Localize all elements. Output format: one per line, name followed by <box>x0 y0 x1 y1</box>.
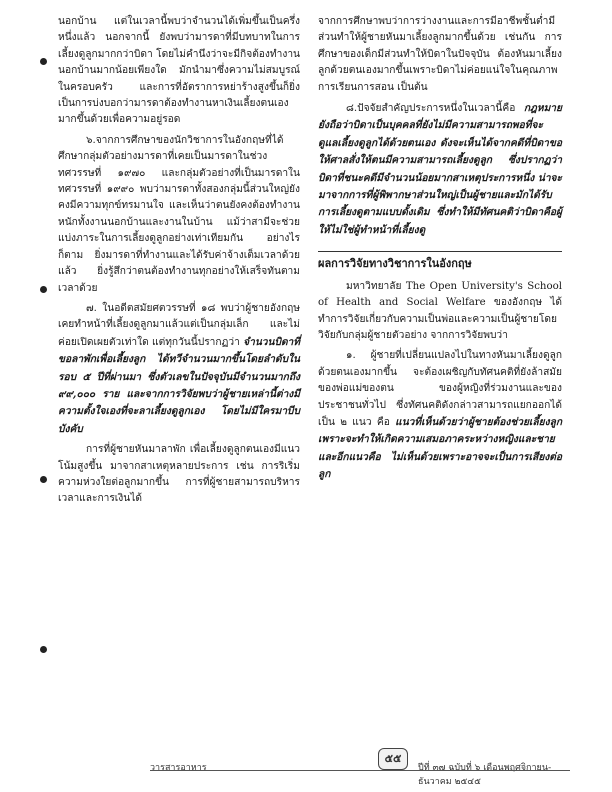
punch-hole-mark <box>40 476 47 483</box>
left-column <box>58 14 300 508</box>
page-footer <box>150 748 570 787</box>
magazine-name: วารสารอาหาร <box>150 763 207 773</box>
right-column <box>318 14 562 484</box>
paragraph <box>318 348 562 483</box>
paragraph: มหาวิทยาลัย The Open University's School of Health and Social Welfare ของอังกฤษ ได้ทำการวิจัยเกี่ยวกับความเป็นพ่อและความเป็นผู้ชายโดยวิจัยกับกลุ่มผู้ชายตัวอย่าง จากการวิจัยพบว่า <box>318 280 562 341</box>
emphasis-text: จำนวนบิดาที่ขอลาพักเพื่อเลี้ยงลูก ได้ทวีจำนวนมากขึ้นโดยลำดับในรอบ ๕ ปีที่ผ่านมา ซึ่งตัวเลขในปัจจุบันมีจำนวนมากถึง ๙๙,๐๐๐ ราย และจากการวิจัยพบว่าผู้ชายเหล่านี้ต่างมีความตั้งใจเองที่จะลาเลี้ยงดูลูกเอง โดยไม่มีใครมาบีบบังคับ <box>58 335 300 435</box>
paragraph-text: ๗. ในอดีตสมัยศตวรรษที่ ๑๘ พบว่าผู้ชายอังกฤษเคยทำหน้าที่เลี้ยงดูลูกมาแล้วแต่เป็นกลุ่มเล็ก และไม่ค่อยเปิดเผยตัวเท่าใด แต่ทุกวันนี้ปรากฏว่า <box>58 302 300 348</box>
punch-hole-mark <box>40 58 47 65</box>
page-number: ๕๕ <box>378 748 408 770</box>
punch-hole-mark <box>40 286 47 293</box>
paragraph <box>318 100 562 239</box>
paragraph: ๖.จากการศึกษาของนักวิชาการในอังกฤษที่ได้ศึกษากลุ่มตัวอย่างมารดาที่เคยเป็นมารดาในช่วงทศวรรษที่ ๑๙๗๐ และกลุ่มตัวอย่างที่เป็นมารดาในทศวรรษที่ ๑๙๙๐ พบว่ามารดาทั้งสองกลุ่มนี้ส่วนใหญ่ยังคงมีความทุกข์ทรมานใจ และเห็นว่าตนยังคงต้องทำงานหนักทั้งงานนอกบ้านและงานในบ้าน แม้ว่าสามีจะช่วยแบ่งภาระในการเลี้ยงดูลูกอย่างเท่าเทียมกัน อย่างไรก็ตาม ยิ่งมารดาที่ทำงานและได้รับค่าจ้างเต็มเวลาด้วยแล้ว ยิ่งรู้สึกว่าตนต้องทำงานทุกอย่างให้เสร็จทันตามเวลาด้วย <box>58 134 300 294</box>
emphasis-text: แนวที่เห็นด้วยว่าผู้ชายต้องช่วยเลี้ยงลูก เพราะจะทำให้เกิดความเสมอภาคระหว่างหญิงและชาย และอีกแนวคือ ไม่เห็นด้วยเพราะอาจจะเป็นการเสียงต่อลูก <box>318 415 562 481</box>
emphasis-text: กฎหมายยังถือว่าบิดาเป็นบุคคลที่ยังไม่มีความสามารถพอที่จะดูแลเลี้ยงดูลูกได้ด้วยตนเอง ดังจะเห็นได้จากคดีที่บิดาขอให้ศาลสั่งให้ตนมีความสามารถเลี้ยงดูลูก ซึ่งปรากฏว่าบิดาที่ชนะคดีมีจำนวนน้อยมากสาเหตุประการหนึ่ง น่าจะมาจากการที่ผู้พิพากษาส่วนใหญ่เป็นผู้ชายและมักได้รับการเลี้ยงดูตามแบบดั้งเดิม ซึ่งทำให้มีทัศนคติว่าบิดาคือผู้ให้ไม่ใช่ผู้ทำหน้าที่เลี้ยงดู <box>318 102 562 236</box>
section-heading: ผลการวิจัยทางวิชาการในอังกฤษ <box>318 251 562 272</box>
paragraph: การที่ผู้ชายหันมาลาพัก เพื่อเลี้ยงดูลูกตนเองมีแนวโน้มสูงขึ้น มาจากสาเหตุหลายประการ เช่น การริเริ่มความห่วงใยต่อลูกมากขึ้น การที่ผู้ชายสามารถบริหารเวลาและการเงินได้ <box>58 444 300 505</box>
paragraph-text: ๑. ผู้ชายที่เปลี่ยนแปลงไปในทางหันมาเลี้ยงดูลูกด้วยตนเองมากขึ้น จะต้องเผชิญกับทัศนคติที่ยังล้าสมัยของพ่อแม่ของตน ของผู้หญิงที่ร่วมงานและของประชาชนทั่วไป ซึ่งทัศนคติดังกล่าวสามารถแยกออกได้เป็น ๒ แนว คือ <box>318 350 562 428</box>
paragraph-text: ๘.ปัจจัยสำคัญประการหนึ่งในเวลานี้คือ <box>346 103 524 115</box>
punch-hole-mark <box>40 646 47 653</box>
footer-rule <box>150 770 570 771</box>
paragraph <box>58 301 300 438</box>
issue-info: ปีที่ ๓๗ ฉบับที่ ๖ เดือนพฤศจิกายน-ธันวาคม ๒๕๔๕ <box>418 763 552 787</box>
paragraph: นอกบ้าน แต่ในเวลานี้พบว่าจำนวนได้เพิ่มขึ้นเป็นครึ่งหนึ่งแล้ว นอกจากนี้ ยังพบว่ามารดาที่มีบทบาทในการเลี้ยงดูลูกมากกว่าบิดา โดยไม่คำนึงว่าจะมีกิจต้องทำงานนอกบ้านมากน้อยเพียงใด มักนำมาซึ่งความไม่สมบูรณ์ในครอบครัว และการที่อัตราการหย่าร้างสูงขึ้นก็ยิ่งเป็นการบ่งบอกว่ามารดาต้องทำงานหาเงินเลี้ยงตนเองมากขึ้นด้วยเพื่อความอยู่รอด <box>58 16 300 126</box>
paragraph: จากการศึกษาพบว่าการว่างงานและการมีอาชีพชั้นต่ำมีส่วนทำให้ผู้ชายหันมาเลี้ยงลูกมากขึ้นด้วย เช่นกัน การศึกษาของเด็กมีส่วนทำให้บิดาในปัจจุบัน ต้องหันมาเลี้ยงลูกด้วยตนเองมากขึ้นเพราะบิดาไม่ค่อยแน่ใจในคุณภาพการเรียนการสอน เป็นต้น <box>318 16 562 93</box>
